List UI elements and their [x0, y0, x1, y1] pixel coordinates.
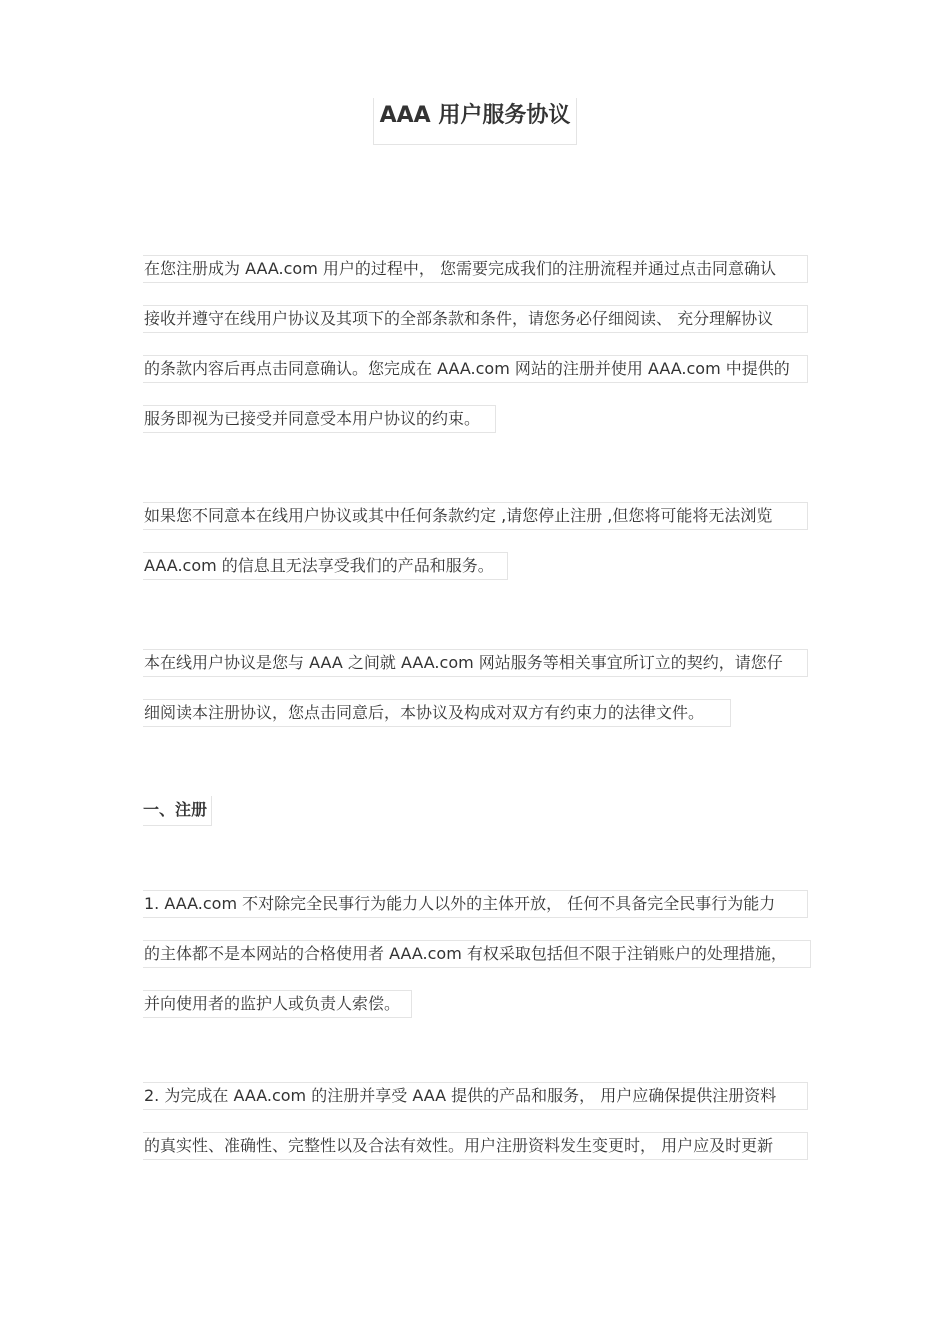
intro-p3-line-2: 细阅读本注册协议，您点击同意后，本协议及构成对双方有约束力的法律文件。	[143, 699, 731, 727]
section-heading-registration: 一、注册	[143, 796, 212, 826]
intro-p3-line-1: 本在线用户协议是您与 AAA 之间就 AAA.com 网站服务等相关事宜所订立的契约，请您仔	[143, 649, 808, 677]
intro-p1-line-1: 在您注册成为 AAA.com 用户的过程中， 您需要完成我们的注册流程并通过点击同意确认	[143, 255, 808, 283]
item2-line-1: 2. 为完成在 AAA.com 的注册并享受 AAA 提供的产品和服务， 用户应确保提供注册资料	[143, 1082, 808, 1110]
intro-p2-line-2: AAA.com 的信息且无法享受我们的产品和服务。	[143, 552, 508, 580]
intro-p1-line-2: 接收并遵守在线用户协议及其项下的全部条款和条件，请您务必仔细阅读、 充分理解协议	[143, 305, 808, 333]
intro-p1-line-4: 服务即视为已接受并同意受本用户协议的约束。	[143, 405, 496, 433]
item1-line-1: 1. AAA.com 不对除完全民事行为能力人以外的主体开放， 任何不具备完全民事行为能力	[143, 890, 808, 918]
intro-p1-line-3: 的条款内容后再点击同意确认。您完成在 AAA.com 网站的注册并使用 AAA.com 中提供的	[143, 355, 808, 383]
intro-p2-line-1: 如果您不同意本在线用户协议或其中任何条款约定 ,请您停止注册 ,但您将可能将无法浏览	[143, 502, 808, 530]
document-title: AAA 用户服务协议	[373, 98, 577, 145]
item2-line-2: 的真实性、准确性、完整性以及合法有效性。用户注册资料发生变更时， 用户应及时更新	[143, 1132, 808, 1160]
item1-line-2: 的主体都不是本网站的合格使用者 AAA.com 有权采取包括但不限于注销账户的处理措施，	[143, 940, 811, 968]
item1-line-3: 并向使用者的监护人或负责人索偿。	[143, 990, 412, 1018]
